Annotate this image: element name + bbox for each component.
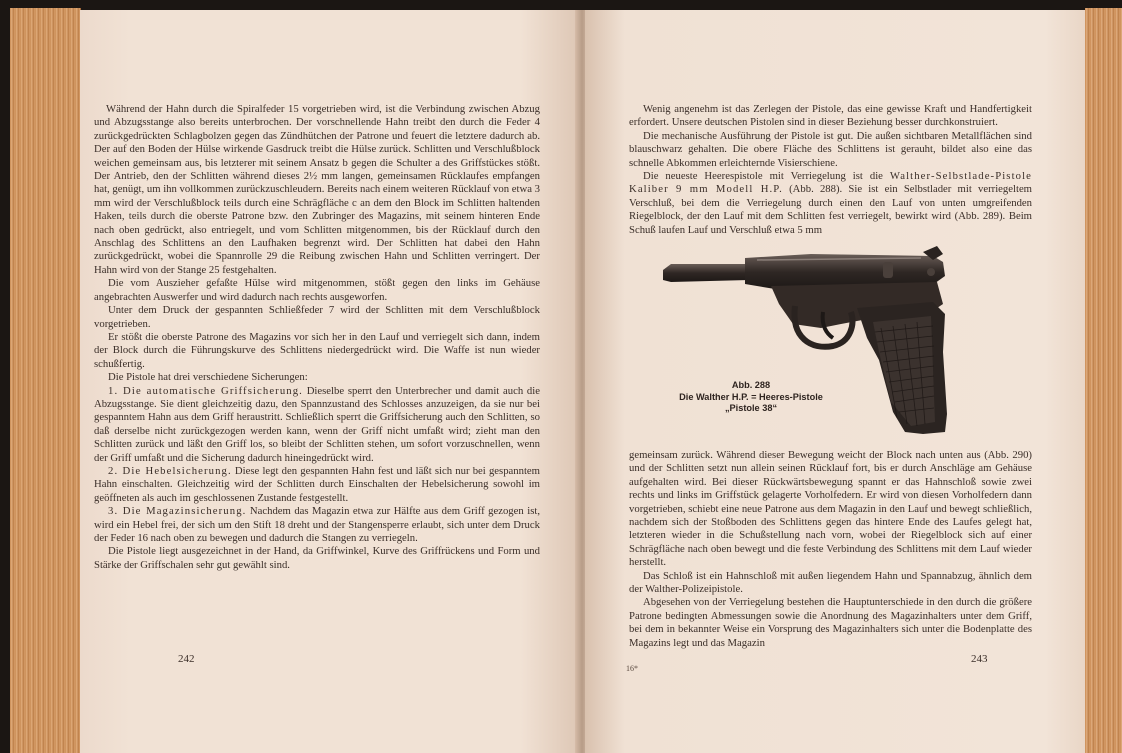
paragraph: Das Schloß ist ein Hahnschloß mit außen liegendem Hahn und Spannabzug, ähnlich dem der Walther-Polizeipistole. bbox=[629, 569, 1032, 596]
signature-mark: 16* bbox=[626, 664, 638, 673]
list-item-body: Diese legt den gespannten Hahn fest und läßt sich nur bei gespanntem Hahn einschalten. Gleichzeitig wird der Schlitten durch Einschalten der Hebelsicherung sowohl im geöffneten als auch im geschlossenen Zustande festgestellt. bbox=[94, 464, 540, 504]
paragraph: Die neueste Heerespistole mit Verriegelung ist die Walther-Selbstlade-Pistole Kaliber 9 mm Modell H.P. (Abb. 288). Sie ist ein Selbstlader mit verriegeltem Verschluß, bei dem die Verriegelung durch einen den Lauf von unten umgreifenden Riegelblock, der den Lauf mit dem Schlitten fest verriegelt, bewirkt wird (Abb. 289). Beim Schuß laufen Lauf und Verschluß etwa 5 mm bbox=[629, 170, 1032, 236]
paragraph: Unter dem Druck der gespannten Schließfeder 7 wird der Schlitten mit dem Verschlußblock vorgetrieben. bbox=[94, 304, 540, 330]
figure-line-1: Die Walther H.P. = Heeres-Pistole bbox=[679, 391, 823, 402]
list-item-body: Nachdem das Magazin etwa zur Hälfte aus dem Griff gezogen ist, wird ein Hebel frei, der sich um den Stift 18 dreht und der Stangensperre erlaubt, sich unter dem Druck der Feder 16 nach oben zu bewegen und dadurch die Stangen zu verriegeln. bbox=[94, 505, 540, 544]
paragraph: Abgesehen von der Verriegelung bestehen die Hauptunterschiede in den durch die größere Patrone bedingten Abmessungen sowie die Anordnung des Magazinhalters unter dem Griff, bei dem in bekannter Weise ein Vorsprung des Magazinhalters sich unter die Bodenplatte des Magazins legt und das Magazin bbox=[629, 596, 1032, 649]
figure-label: Abb. 288 bbox=[731, 380, 771, 390]
paragraph: Während der Hahn durch die Spiralfeder 15 vorgetrieben wird, ist die Verbindung zwischen Abzug und Abzugsstange also bereits unterbrochen. Der vorschnellende Hahn treibt den durch die Feder 4 zurückgedrückten Schlagbolzen gegen das Zündhütchen der Patrone und feuert die letztere dadurch ab. Der auf den Boden der Hülse wirkende Gasdruck treibt die Hülse zurück. Schlitten und Verschlußblock weichen gemeinsam aus, bis letzterer mit seinem Ansatz b gegen die Schulter a des Griffstückes stößt. Der Antrieb, den der Schlitten während dieses 2½ mm langen, gemeinsamen Rücklaufes empfangen hat, genügt, um ihn vollkommen zurückzuschleudern. Bereits nach einem weiteren Rücklauf von etwa 3 mm wird der Verschlußblock teils durch eine Schrägfläche c an dem den Block im Schlitten haltenden Haken, teils durch die oberste Patrone bzw. den Zubringer des Magazins, mit seinem hinteren Ende nach oben gedrückt, also entriegelt, und vom Schlitten mitgenommen, bis der Rücklauf durch den Anschlag des Schlittens an den Laufhaken begrenzt wird. Der Schlitten hat dabei den Hahn zurückgedrückt, wobei die Spannrolle 29 die Reibung zwischen Hahn und Schlitten verringert. Der Hahn wird von der Stange 25 festgehalten. bbox=[94, 103, 540, 276]
model-name: Walther-Selbstlade-Pistole Kaliber 9 mm Modell H.P. bbox=[629, 170, 1032, 196]
page-number-right: 243 bbox=[971, 653, 988, 665]
paragraph: gemeinsam zurück. Während dieser Bewegung weicht der Block nach unten aus (Abb. 290) und der Schlitten setzt nun allein seinen Rücklauf fort, bis er durch Anschläge am Gehäuse aufgehalten wird. Bei dieser Rückwärtsbewegung spannt er das Hahnschloß sowie zwei rechts und links im Griffstück gelagerte Vorholfedern. Er wird von diesen Vorholfedern dann vorgetrieben, schiebt eine neue Patrone aus dem Magazin in den Lauf und bewegt schließlich, nachdem sich der Stoßboden des Schlittens gegen das hintere Ende des Laufes gelegt hat, letzteren wieder in die Schußstellung nach vorn, wobei der Riegelblock sich auf einer Schrägfläche nach oben bewegt und die feste Verbindung des Schlittens mit dem Lauf wieder herstellt. bbox=[629, 449, 1032, 569]
list-item-body: Dieselbe sperrt den Unterbrecher und damit auch die Abzugsstange. Sie dient gleichzeitig dazu, den Spannzustand des Schlosses anzuzeigen, da sie nur bei gespanntem Hahn aus dem Griff heraustritt. Schließlich sperrt die Griffsicherung auch den Schlitten, so daß derselbe nicht zurückgezogen werden kann, wenn der Griff nicht umfaßt wird; zieht man den Schlitten zurück und läßt den Griff los, so bleibt der Schlitten stehen, um sofort vorzuschnellen, wenn der Griff umfaßt und die Sicherung dadurch hineingedrückt wird. bbox=[94, 384, 540, 464]
right-page bbox=[585, 10, 1085, 753]
left-page-text bbox=[94, 103, 540, 572]
paragraph: Die Pistole hat drei verschiedene Sicherungen: bbox=[108, 371, 308, 384]
left-page bbox=[0, 10, 580, 753]
list-item bbox=[94, 385, 540, 465]
page-number-left: 242 bbox=[178, 653, 195, 665]
figure-caption bbox=[661, 380, 841, 415]
paragraph: Wenig angenehm ist das Zerlegen der Pistole, das eine gewisse Kraft und Handfertigkeit erfordert. Unsere deutschen Pistolen sind in dieser Beziehung besser durchkonstruiert. bbox=[629, 103, 1032, 129]
paragraph: Er stößt die oberste Patrone des Magazins vor sich her in den Lauf und verriegelt sich dann, indem der Block durch die Führungskurve des Schlittens niedergedrückt wird. Die Waffe ist nun wieder schußfertig. bbox=[94, 330, 540, 370]
right-page-text-bottom bbox=[629, 449, 1032, 650]
page-edges-right bbox=[1085, 8, 1122, 753]
paragraph: Die Pistole liegt ausgezeichnet in der Hand, da Griffwinkel, Kurve des Griffrückens und Form und Stärke der Griffschalen sehr gut gewählt sind. bbox=[94, 545, 540, 571]
right-page-text-top bbox=[629, 103, 1032, 237]
list-item-head: 3. Die Magazinsicherung. bbox=[108, 505, 247, 518]
figure-line-2: „Pistole 38“ bbox=[724, 403, 778, 413]
list-item bbox=[94, 505, 540, 545]
paragraph: Die vom Auszieher gefaßte Hülse wird mitgenommen, stößt gegen den links im Gehäuse angebrachten Auswerfer und wird dadurch nach rechts ausgeworfen. bbox=[94, 277, 540, 303]
list-item bbox=[94, 465, 540, 505]
paragraph: Die mechanische Ausführung der Pistole ist gut. Die außen sichtbaren Metallflächen sind blauschwarz gehalten. Die obere Fläche des Schlittens ist gerauht, bildet also eine das schnelle Abkommen erleichternde Visierschiene. bbox=[629, 129, 1032, 169]
list-item-head: 2. Die Hebelsicherung. bbox=[108, 464, 232, 477]
list-item-head: 1. Die automatische Griffsicherung. bbox=[108, 384, 303, 397]
